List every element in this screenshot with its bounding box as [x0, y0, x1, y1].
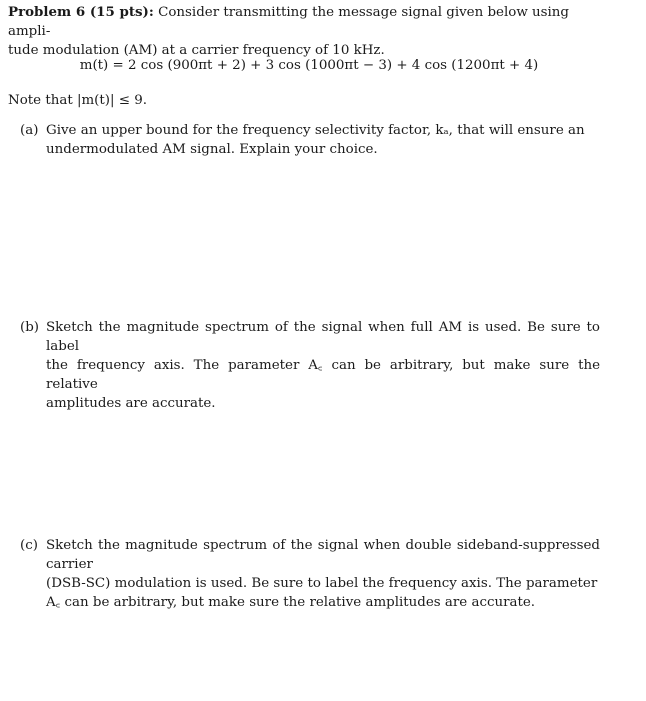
- intro-line-2: tude modulation (AM) at a carrier frequency of 10 kHz.: [8, 43, 385, 58]
- amplitude-note: Note that |m(t)| ≤ 9.: [8, 93, 148, 108]
- message-signal-equation: [0, 56, 646, 75]
- problem-intro: [8, 3, 608, 60]
- part-a-line-1: Give an upper bound for the frequency selectivity factor, kₐ, that will ensure an: [46, 123, 585, 138]
- part-b-line-2: the frequency axis. The parameter A꜀ can be arbitrary, but make sure the relative: [46, 358, 600, 392]
- problem-heading: Problem 6 (15 pts):: [8, 4, 154, 20]
- part-a: [20, 121, 600, 159]
- part-b-text: [46, 318, 600, 413]
- part-b: [20, 318, 600, 413]
- part-c-line-3: A꜀ can be arbitrary, but make sure the relative amplitudes are accurate.: [46, 595, 536, 610]
- part-c-label: (c): [20, 538, 38, 553]
- equation-text: m(t) = 2 cos (900πt + 2) + 3 cos (1000πt − 3) + 4 cos (1200πt + 4): [79, 58, 539, 73]
- part-b-label: (b): [20, 320, 40, 335]
- part-a-text: [46, 121, 600, 159]
- part-c-line-2: (DSB-SC) modulation is used. Be sure to label the frequency axis. The parameter: [46, 576, 598, 591]
- part-b-line-3: amplitudes are accurate.: [46, 396, 216, 411]
- part-a-label: (a): [20, 123, 39, 138]
- intro-line-1: [8, 3, 608, 41]
- part-c-line-1: Sketch the magnitude spectrum of the signal when double sideband-suppressed carrier: [46, 538, 600, 572]
- part-b-line-1: Sketch the magnitude spectrum of the signal when full AM is used. Be sure to label: [46, 320, 600, 354]
- part-a-line-2: undermodulated AM signal. Explain your choice.: [46, 142, 378, 157]
- part-c: [20, 536, 600, 612]
- part-c-text: [46, 536, 600, 612]
- intro-text-1: Consider transmitting the message signal given below using ampli-: [8, 5, 570, 39]
